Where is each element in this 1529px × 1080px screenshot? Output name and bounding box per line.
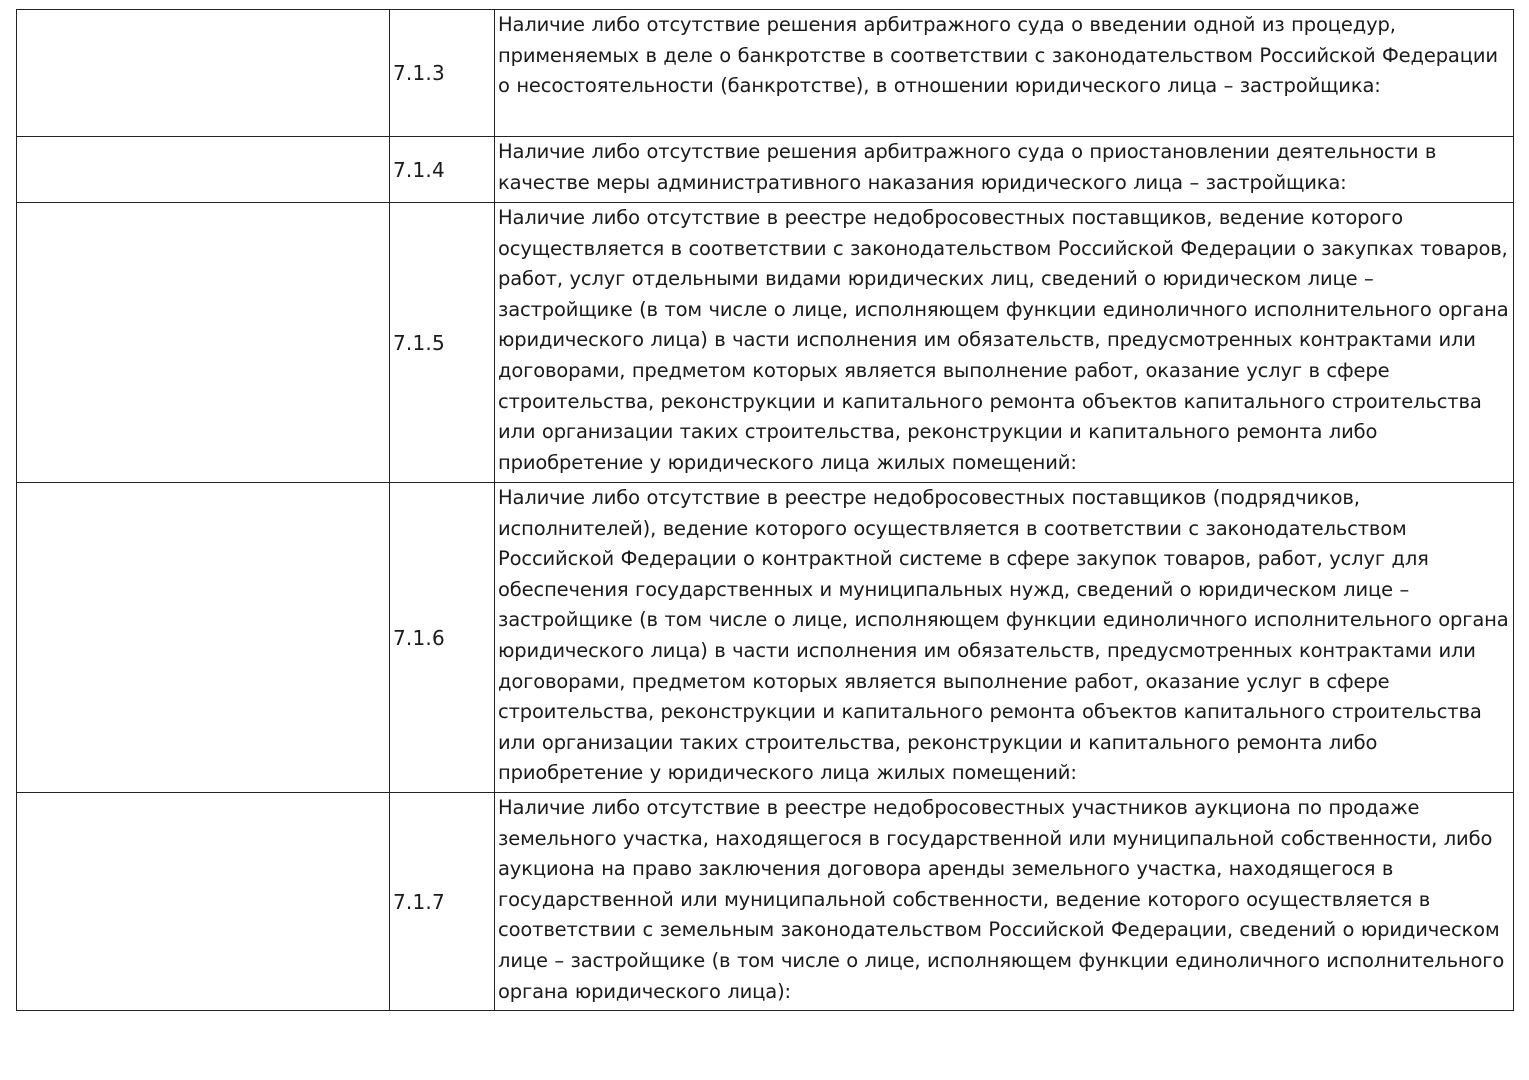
empty-cell [17,203,390,483]
table-row [17,793,1514,1011]
empty-cell [17,793,390,1011]
item-number: 7.1.7 [390,793,495,1011]
item-text: Наличие либо отсутствие решения арбитражного суда о введении одной из процедур, применяемых в деле о банкротстве в соответствии с законодательством Российской Федерации о несостоятельности (банкротстве), в отношении юридического лица – застройщика: [495,10,1514,137]
table-row [17,483,1514,793]
item-number: 7.1.4 [390,137,495,203]
empty-cell [17,10,390,137]
item-text: Наличие либо отсутствие в реестре недобросовестных поставщиков (подрядчиков, исполнителей), ведение которого осуществляется в соответствии с законодательством Российской Федерации о контрактной системе в сфере закупок товаров, работ, услуг для обеспечения государственных и муниципальных нужд, сведений о юридическом лице – застройщике (в том числе о лице, исполняющем функции единоличного исполнительного органа юридического лица) в части исполнения им обязательств, предусмотренных контрактами или договорами, предметом которых является выполнение работ, оказание услуг в сфере строительства, реконструкции и капитального ремонта объектов капитального строительства или организации таких строительства, реконструкции и капитального ремонта либо приобретение у юридического лица жилых помещений: [495,483,1514,793]
table-row [17,137,1514,203]
table-row [17,203,1514,483]
item-number: 7.1.5 [390,203,495,483]
item-number: 7.1.6 [390,483,495,793]
empty-cell [17,137,390,203]
item-text: Наличие либо отсутствие в реестре недобросовестных участников аукциона по продаже земельного участка, находящегося в государственной или муниципальной собственности, либо аукциона на право заключения договора аренды земельного участка, находящегося в государственной или муниципальной собственности, ведение которого осуществляется в соответствии с земельным законодательством Российской Федерации, сведений о юридическом лице – застройщике (в том числе о лице, исполняющем функции единоличного исполнительного органа юридического лица): [495,793,1514,1011]
item-number: 7.1.3 [390,10,495,137]
document-table [16,9,1514,1011]
table-row [17,10,1514,137]
item-text: Наличие либо отсутствие в реестре недобросовестных поставщиков, ведение которого осуществляется в соответствии с законодательством Российской Федерации о закупках товаров, работ, услуг отдельными видами юридических лиц, сведений о юридическом лице – застройщике (в том числе о лице, исполняющем функции единоличного исполнительного органа юридического лица) в части исполнения им обязательств, предусмотренных контрактами или договорами, предметом которых является выполнение работ, оказание услуг в сфере строительства, реконструкции и капитального ремонта объектов капитального строительства или организации таких строительства, реконструкции и капитального ремонта либо приобретение у юридического лица жилых помещений: [495,203,1514,483]
empty-cell [17,483,390,793]
item-text: Наличие либо отсутствие решения арбитражного суда о приостановлении деятельности в качестве меры административного наказания юридического лица – застройщика: [495,137,1514,203]
